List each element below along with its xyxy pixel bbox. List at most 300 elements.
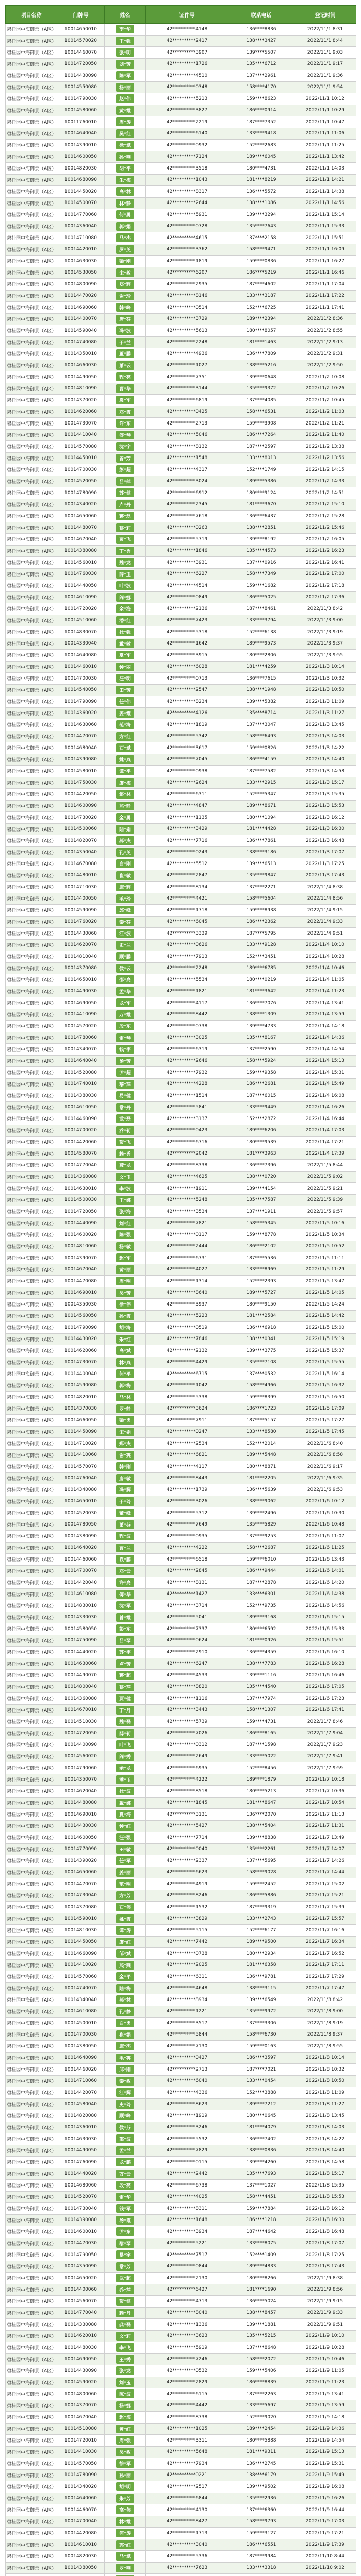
name-badge: 顾*鹏 bbox=[116, 952, 134, 961]
name-cell bbox=[105, 1264, 146, 1276]
name-badge: 尹*超 bbox=[116, 1068, 134, 1077]
phone-cell: 187****9319 bbox=[228, 1902, 294, 1913]
project-cell: 碧桂园中海御景（A区） bbox=[6, 1994, 57, 2006]
door-number-cell: 10014630030 bbox=[57, 256, 105, 267]
project-cell: 碧桂园中海御景（A区） bbox=[6, 1681, 57, 1693]
project-cell: 碧桂园中海御景（A区） bbox=[6, 476, 57, 487]
project-cell: 碧桂园中海御景（A区） bbox=[6, 2052, 57, 2064]
register-time-cell: 2022/11/8 14:22 bbox=[294, 2133, 356, 2145]
door-number-cell: 10014400070 bbox=[57, 313, 105, 325]
id-number-cell: 42**********8934 bbox=[146, 1994, 228, 2006]
door-number-cell: 10014780050 bbox=[57, 1519, 105, 1531]
name-cell bbox=[105, 2122, 146, 2133]
registration-table bbox=[5, 5, 356, 2576]
phone-cell: 158****5924 bbox=[228, 1055, 294, 1067]
phone-cell: 139****8192 bbox=[228, 534, 294, 546]
project-cell: 碧桂园中海御景（A区） bbox=[6, 452, 57, 464]
register-time-cell: 2022/11/6 8:40 bbox=[294, 1438, 356, 1450]
name-cell bbox=[105, 186, 146, 198]
name-badge: 高*伟 bbox=[116, 2505, 134, 2514]
id-number-cell: 42**********0117 bbox=[146, 1229, 228, 1241]
door-number-cell: 10014470070 bbox=[57, 1878, 105, 1890]
table-row bbox=[6, 2226, 356, 2238]
name-badge: 史*玲 bbox=[116, 2100, 134, 2109]
table-row bbox=[6, 2098, 356, 2110]
project-cell: 碧桂园中海御景（A区） bbox=[6, 2365, 57, 2377]
door-number-cell: 10014710080 bbox=[57, 232, 105, 244]
id-number-cell: 42**********2713 bbox=[146, 418, 228, 430]
phone-cell: 181****8219 bbox=[228, 174, 294, 186]
door-number-cell: 10014470030 bbox=[57, 2238, 105, 2249]
name-cell bbox=[105, 81, 146, 93]
door-number-cell: 10014600050 bbox=[57, 151, 105, 163]
register-time-cell: 2022/11/6 11:07 bbox=[294, 1531, 356, 1543]
register-time-cell: 2022/11/2 9:13 bbox=[294, 336, 356, 348]
name-cell bbox=[105, 951, 146, 963]
phone-cell: 186****5886 bbox=[228, 1890, 294, 1902]
id-number-cell: 42**********0844 bbox=[146, 2261, 228, 2273]
project-cell: 碧桂园中海御景（A区） bbox=[6, 1276, 57, 1287]
name-badge: 方*芳 bbox=[116, 1891, 134, 1900]
project-cell: 碧桂园中海御景（A区） bbox=[6, 754, 57, 766]
project-cell: 碧桂园中海御景（A区） bbox=[6, 1890, 57, 1902]
id-number-cell: 42**********2649 bbox=[146, 1751, 228, 1762]
name-badge: 杨*娜 bbox=[116, 2401, 134, 2410]
phone-cell: 133****3187 bbox=[228, 290, 294, 302]
id-number-cell: 42**********3026 bbox=[146, 1496, 228, 1507]
door-number-cell: 10014780060 bbox=[57, 1032, 105, 1044]
name-cell bbox=[105, 2052, 146, 2064]
table-row bbox=[6, 464, 356, 476]
project-cell: 碧桂园中海御景（A区） bbox=[6, 1333, 57, 1345]
table-row bbox=[6, 1994, 356, 2006]
door-number-cell: 10014720050 bbox=[57, 58, 105, 70]
name-badge: 吴*敏 bbox=[116, 2448, 134, 2456]
phone-cell: 139****5382 bbox=[228, 696, 294, 708]
door-number-cell: 10014490050 bbox=[57, 371, 105, 383]
table-row bbox=[6, 58, 356, 70]
id-number-cell: 42**********6821 bbox=[146, 1449, 228, 1461]
register-time-cell: 2022/11/2 11:03 bbox=[294, 406, 356, 418]
name-badge: 赖*丹 bbox=[116, 2309, 134, 2317]
id-number-cell: 42**********3934 bbox=[146, 2226, 228, 2238]
project-cell: 碧桂园中海御景（A区） bbox=[6, 244, 57, 256]
door-number-cell: 10014790090 bbox=[57, 696, 105, 708]
project-cell: 碧桂园中海御景（A区） bbox=[6, 2064, 57, 2076]
name-cell bbox=[105, 2458, 146, 2470]
register-time-cell: 2022/11/7 16:34 bbox=[294, 1936, 356, 1948]
door-number-cell: 10014580050 bbox=[57, 1623, 105, 1635]
table-row bbox=[6, 962, 356, 974]
name-badge: 郑*杰 bbox=[116, 1439, 134, 1448]
table-row bbox=[6, 2296, 356, 2308]
name-cell bbox=[105, 835, 146, 847]
door-number-cell: 10014560050 bbox=[57, 1310, 105, 1322]
phone-cell: 133****6301 bbox=[228, 1588, 294, 1600]
id-number-cell: 42**********7714 bbox=[146, 1832, 228, 1844]
name-badge: 雷*华 bbox=[116, 2193, 134, 2201]
name-cell bbox=[105, 174, 146, 186]
name-cell bbox=[105, 93, 146, 105]
name-badge: 冯*辉 bbox=[116, 1485, 134, 1494]
door-number-cell: 10014370070 bbox=[57, 2400, 105, 2412]
phone-cell: 187****2597 bbox=[228, 441, 294, 453]
register-time-cell: 2022/11/4 17:21 bbox=[294, 1137, 356, 1148]
id-number-cell: 42**********1025 bbox=[146, 2423, 228, 2435]
phone-cell: 181****1463 bbox=[228, 336, 294, 348]
phone-cell: 158****9793 bbox=[228, 2516, 294, 2528]
id-number-cell: 42**********3362 bbox=[146, 244, 228, 256]
project-cell: 碧桂园中海御景（A区） bbox=[6, 313, 57, 325]
id-number-cell: 42**********6935 bbox=[146, 1762, 228, 1774]
project-cell: 碧桂园中海御景（A区） bbox=[6, 1461, 57, 1473]
door-number-cell: 10014440020 bbox=[57, 2168, 105, 2180]
table-row bbox=[6, 279, 356, 291]
id-number-cell: 42**********4117 bbox=[146, 997, 228, 1009]
project-cell: 碧桂园中海御景（A区） bbox=[6, 371, 57, 383]
name-badge: 钱*军 bbox=[116, 2204, 134, 2213]
project-cell: 碧桂园中海御景（A区） bbox=[6, 731, 57, 742]
name-cell bbox=[105, 1542, 146, 1554]
name-cell bbox=[105, 360, 146, 371]
register-time-cell: 2022/11/7 11:13 bbox=[294, 1809, 356, 1821]
id-number-cell: 42**********5648 bbox=[146, 2446, 228, 2458]
door-number-cell: 10014520050 bbox=[57, 476, 105, 487]
project-cell: 碧桂园中海御景（A区） bbox=[6, 2400, 57, 2412]
register-time-cell: 2022/11/2 10:26 bbox=[294, 383, 356, 395]
door-number-cell: 10014520070 bbox=[57, 2191, 105, 2203]
table-row bbox=[6, 232, 356, 244]
id-number-cell: 42**********3339 bbox=[146, 928, 228, 940]
phone-cell: 138****7783 bbox=[228, 1658, 294, 1670]
door-number-cell: 10014370080 bbox=[57, 962, 105, 974]
project-cell: 碧桂园中海御景（A区） bbox=[6, 2273, 57, 2284]
name-cell bbox=[105, 1971, 146, 1983]
name-badge: 钟*丽 bbox=[116, 663, 134, 671]
door-number-cell: 10014480030 bbox=[57, 2342, 105, 2354]
table-row bbox=[6, 151, 356, 163]
register-time-cell: 2022/11/9 11:05 bbox=[294, 2365, 356, 2377]
register-time-cell: 2022/11/7 17:11 bbox=[294, 1959, 356, 1971]
name-cell bbox=[105, 1727, 146, 1739]
id-number-cell: 42**********1043 bbox=[146, 174, 228, 186]
register-time-cell: 2022/11/2 16:05 bbox=[294, 534, 356, 546]
id-number-cell: 42**********2534 bbox=[146, 1438, 228, 1450]
register-time-cell: 2022/11/8 11:09 bbox=[294, 2087, 356, 2099]
phone-cell bbox=[228, 2574, 294, 2576]
id-number-cell: 42**********1135 bbox=[146, 812, 228, 824]
name-cell bbox=[105, 1577, 146, 1589]
table-row bbox=[6, 603, 356, 615]
id-number-cell: 42**********0728 bbox=[146, 221, 228, 232]
register-time-cell: 2022/11/7 13:49 bbox=[294, 1832, 356, 1844]
door-number-cell: 10014730070 bbox=[57, 418, 105, 430]
register-time-cell: 2022/11/5 11:11 bbox=[294, 1252, 356, 1264]
id-number-cell: 42**********5532 bbox=[146, 2133, 228, 2145]
name-badge: 罗*静 bbox=[116, 1404, 134, 1413]
id-number-cell: 42**********1845 bbox=[146, 1797, 228, 1809]
name-cell bbox=[105, 1032, 146, 1044]
id-number-cell: 42**********1514 bbox=[146, 1090, 228, 1102]
phone-cell: 137****7974 bbox=[228, 1693, 294, 1705]
register-time-cell: 2022/11/1 11:25 bbox=[294, 140, 356, 151]
name-badge: 孙*燕 bbox=[116, 152, 134, 161]
door-number-cell: 10014360040 bbox=[57, 221, 105, 232]
table-row bbox=[6, 1403, 356, 1415]
register-time-cell: 2022/11/5 11:29 bbox=[294, 1264, 356, 1276]
phone-cell: 135****6712 bbox=[228, 58, 294, 70]
table-row bbox=[6, 163, 356, 175]
name-badge: 朱*红 bbox=[116, 1335, 134, 1344]
door-number-cell: 10014760090 bbox=[57, 2157, 105, 2168]
table-row bbox=[6, 81, 356, 93]
project-cell: 碧桂园中海御景（A区） bbox=[6, 406, 57, 418]
name-badge: 戴*娜 bbox=[116, 1799, 134, 1807]
project-cell: 碧桂园中海御景（A区） bbox=[6, 24, 57, 36]
name-badge: 范*明 bbox=[116, 1879, 134, 1888]
project-cell: 碧桂园中海御景（A区） bbox=[6, 1194, 57, 1206]
register-time-cell: 2022/11/1 13:42 bbox=[294, 151, 356, 163]
id-number-cell: 42**********3617 bbox=[146, 742, 228, 754]
name-cell bbox=[105, 348, 146, 360]
name-cell bbox=[105, 1241, 146, 1252]
door-number-cell: 10014330040 bbox=[57, 638, 105, 650]
name-badge: 赵*海 bbox=[116, 2413, 134, 2421]
id-number-cell: 42**********5046 bbox=[146, 429, 228, 441]
door-number-cell: 10014500060 bbox=[57, 823, 105, 835]
table-row bbox=[6, 1357, 356, 1368]
name-cell bbox=[105, 1531, 146, 1543]
table-row bbox=[6, 1623, 356, 1635]
door-number-cell: 10014650010 bbox=[57, 1496, 105, 1507]
name-badge: 龚*龙 bbox=[116, 1161, 134, 1170]
phone-cell: 187****6015 bbox=[228, 1090, 294, 1102]
register-time-cell: 2022/11/5 14:42 bbox=[294, 1310, 356, 1322]
project-cell: 碧桂园中海御景（A区） bbox=[6, 1727, 57, 1739]
name-badge: 龙*鹏 bbox=[116, 2158, 134, 2166]
id-number-cell: 42**********5841 bbox=[146, 1101, 228, 1113]
project-cell: 碧桂园中海御景（A区） bbox=[6, 267, 57, 279]
phone-cell: 135****7587 bbox=[228, 1194, 294, 1206]
project-cell: 碧桂园中海御景（A区） bbox=[6, 232, 57, 244]
door-number-cell: 10014640090 bbox=[57, 2052, 105, 2064]
door-number-cell: 10014650020 bbox=[57, 2273, 105, 2284]
header-door-number: 门牌号 bbox=[57, 6, 105, 24]
project-cell: 碧桂园中海御景（A区） bbox=[6, 325, 57, 337]
register-time-cell: 2022/11/8 14:03 bbox=[294, 2122, 356, 2133]
phone-cell: 186****2681 bbox=[228, 1078, 294, 1090]
door-number-cell: 10014410020 bbox=[57, 1959, 105, 1971]
phone-cell: 158****4966 bbox=[228, 1380, 294, 1392]
project-cell: 碧桂园中海御景（A区） bbox=[6, 928, 57, 940]
register-time-cell: 2022/11/5 16:32 bbox=[294, 1380, 356, 1392]
door-number-cell: 10014580010 bbox=[57, 766, 105, 777]
register-time-cell: 2022/11/5 8:44 bbox=[294, 1160, 356, 1172]
register-time-cell: 2022/11/2 10:45 bbox=[294, 395, 356, 406]
door-number-cell: 10014680090 bbox=[57, 174, 105, 186]
register-time-cell: 2022/11/8 15:53 bbox=[294, 2191, 356, 2203]
phone-cell: 138****0341 bbox=[228, 1333, 294, 1345]
project-cell: 碧桂园中海御景（A区） bbox=[6, 2469, 57, 2481]
phone-cell: 189****9500 bbox=[228, 1936, 294, 1948]
name-badge: 谭*平 bbox=[116, 767, 134, 775]
phone-cell: 139****2496 bbox=[228, 1507, 294, 1519]
name-badge: 袁*军 bbox=[116, 396, 134, 404]
table-row bbox=[6, 383, 356, 395]
name-badge: 蔡*莉 bbox=[116, 523, 134, 532]
id-number-cell: 42**********4648 bbox=[146, 1982, 228, 1994]
name-cell bbox=[105, 2388, 146, 2400]
id-number-cell: 42**********1819 bbox=[146, 256, 228, 267]
project-cell: 碧桂园中海御景（A区） bbox=[6, 1867, 57, 1878]
name-badge: 史*兰 bbox=[116, 941, 134, 950]
register-time-cell: 2022/11/5 10:16 bbox=[294, 1217, 356, 1229]
door-number-cell: 10014590020 bbox=[57, 2377, 105, 2388]
name-badge: 程*波 bbox=[116, 1532, 134, 1540]
phone-cell: 138****2851 bbox=[228, 522, 294, 534]
phone-cell: 152****5347 bbox=[228, 789, 294, 801]
name-badge: 高*林 bbox=[116, 187, 134, 196]
register-time-cell: 2022/11/2 8:36 bbox=[294, 313, 356, 325]
register-time-cell: 2022/11/3 14:40 bbox=[294, 754, 356, 766]
phone-cell: 180****8266 bbox=[228, 2273, 294, 2284]
phone-cell: 186****3597 bbox=[228, 2052, 294, 2064]
name-badge: 白*勇 bbox=[116, 2019, 134, 2027]
register-time-cell: 2022/11/3 10:32 bbox=[294, 673, 356, 685]
project-cell: 碧桂园中海御景（A区） bbox=[6, 1368, 57, 1380]
table-row bbox=[6, 128, 356, 140]
name-badge: 孔*静 bbox=[116, 2007, 134, 2016]
name-badge: 唐*敏 bbox=[116, 1474, 134, 1483]
name-badge: 谭*涛 bbox=[116, 1926, 134, 1935]
phone-cell: 138****1309 bbox=[228, 1009, 294, 1021]
name-cell bbox=[105, 1959, 146, 1971]
project-cell: 碧桂园中海御景（A区） bbox=[6, 1565, 57, 1577]
name-cell bbox=[105, 696, 146, 708]
phone-cell: 181****6358 bbox=[228, 1959, 294, 1971]
project-cell: 碧桂园中海御景（A区） bbox=[6, 151, 57, 163]
door-number-cell: 10014460090 bbox=[57, 1113, 105, 1125]
phone-cell: 180****8871 bbox=[228, 1461, 294, 1473]
door-number-cell: 10014760030 bbox=[57, 568, 105, 580]
project-cell: 碧桂园中海御景（A区） bbox=[6, 1078, 57, 1090]
name-badge: 龚*磊 bbox=[116, 2320, 134, 2329]
id-number-cell: 42**********1726 bbox=[146, 58, 228, 70]
phone-cell: 186****1218 bbox=[228, 2214, 294, 2226]
name-cell bbox=[105, 905, 146, 917]
register-time-cell: 2022/11/5 15:00 bbox=[294, 1322, 356, 1334]
id-number-cell: 42**********7716 bbox=[146, 835, 228, 847]
phone-cell: 137****1027 bbox=[228, 2180, 294, 2192]
register-time-cell: 2022/11/8 10:14 bbox=[294, 2052, 356, 2064]
door-number-cell: 10014570020 bbox=[57, 1021, 105, 1032]
door-number-cell: 10014400050 bbox=[57, 893, 105, 905]
project-cell: 碧桂园中海御景（A区） bbox=[6, 2528, 57, 2539]
project-cell: 碧桂园中海御景（A区） bbox=[6, 719, 57, 731]
register-time-cell: 2022/11/3 9:37 bbox=[294, 638, 356, 650]
project-cell: 碧桂园中海御景（A区） bbox=[6, 2098, 57, 2110]
name-cell bbox=[105, 487, 146, 499]
project-cell: 碧桂园中海御景（A区） bbox=[6, 1693, 57, 1705]
register-time-cell: 2022/11/5 15:55 bbox=[294, 1357, 356, 1368]
id-number-cell: 42**********2624 bbox=[146, 777, 228, 789]
register-time-cell: 2022/11/3 15:35 bbox=[294, 789, 356, 801]
name-badge: 谢*玲 bbox=[116, 292, 134, 300]
table-row bbox=[6, 1137, 356, 1148]
project-cell: 碧桂园中海御景（A区） bbox=[6, 870, 57, 882]
table-row bbox=[6, 696, 356, 708]
phone-cell: 135****4573 bbox=[228, 545, 294, 557]
name-cell bbox=[105, 1449, 146, 1461]
table-row bbox=[6, 1878, 356, 1890]
name-cell bbox=[105, 1693, 146, 1705]
project-cell: 碧桂园中海御景（A区） bbox=[6, 1913, 57, 1925]
id-number-cell: 42**********5115 bbox=[146, 1925, 228, 1937]
register-time-cell: 2022/11/5 9:39 bbox=[294, 1194, 356, 1206]
phone-cell: 136****7809 bbox=[228, 348, 294, 360]
register-time-cell: 2022/11/8 16:12 bbox=[294, 2203, 356, 2215]
name-cell bbox=[105, 1623, 146, 1635]
phone-cell: 136****7402 bbox=[228, 2133, 294, 2145]
table-row bbox=[6, 812, 356, 824]
register-time-cell: 2022/11/8 15:17 bbox=[294, 2168, 356, 2180]
id-number-cell: 42**********6040 bbox=[146, 2075, 228, 2087]
phone-cell: 181****3963 bbox=[228, 1148, 294, 1160]
door-number-cell: 10014370030 bbox=[57, 1403, 105, 1415]
id-number-cell: 42**********0040 bbox=[146, 1843, 228, 1855]
name-cell bbox=[105, 1113, 146, 1125]
door-number-cell: 10014390080 bbox=[57, 754, 105, 766]
phone-cell: 135****2936 bbox=[228, 2493, 294, 2504]
name-cell bbox=[105, 499, 146, 511]
id-number-cell: 42**********7026 bbox=[146, 1727, 228, 1739]
project-cell: 碧桂园中海御景（A区） bbox=[6, 2226, 57, 2238]
table-row bbox=[6, 2191, 356, 2203]
id-number-cell: 42**********1027 bbox=[146, 360, 228, 371]
project-cell: 碧桂园中海御景（A区） bbox=[6, 1843, 57, 1855]
register-time-cell: 2022/11/8 14:58 bbox=[294, 2157, 356, 2168]
phone-cell: 137****3306 bbox=[228, 2018, 294, 2029]
door-number-cell: 10014600020 bbox=[57, 1229, 105, 1241]
door-number-cell: 10014350070 bbox=[57, 1774, 105, 1786]
project-cell: 碧桂园中海御景（A区） bbox=[6, 105, 57, 116]
table-row bbox=[6, 1368, 356, 1380]
project-cell: 碧桂园中海御景（A区） bbox=[6, 1183, 57, 1195]
phone-cell: 189****9573 bbox=[228, 638, 294, 650]
name-cell bbox=[105, 395, 146, 406]
project-cell: 碧桂园中海御景（A区） bbox=[6, 209, 57, 221]
door-number-cell: 10014740070 bbox=[57, 1982, 105, 1994]
phone-cell: 133****8969 bbox=[228, 1264, 294, 1276]
table-row bbox=[6, 24, 356, 36]
name-cell bbox=[105, 2284, 146, 2296]
project-cell: 碧桂园中海御景（A区） bbox=[6, 2353, 57, 2365]
id-number-cell: 42**********7932 bbox=[146, 1067, 228, 1079]
table-row bbox=[6, 673, 356, 685]
table-row bbox=[6, 186, 356, 198]
project-cell: 碧桂园中海御景（A区） bbox=[6, 1299, 57, 1311]
id-number-cell: 42**********3827 bbox=[146, 105, 228, 116]
project-cell: 碧桂园中海御景（A区） bbox=[6, 2493, 57, 2504]
project-cell: 碧桂园中海御景（A区） bbox=[6, 2203, 57, 2215]
id-number-cell: 42**********3534 bbox=[146, 1206, 228, 1218]
register-time-cell: 2022/11/4 11:05 bbox=[294, 974, 356, 986]
phone-cell: 139****9502 bbox=[228, 2481, 294, 2493]
table-row bbox=[6, 1322, 356, 1334]
phone-cell: 187****5536 bbox=[228, 1252, 294, 1264]
name-badge: 余*龙 bbox=[116, 1764, 134, 1772]
door-number-cell: 10014410060 bbox=[57, 1449, 105, 1461]
